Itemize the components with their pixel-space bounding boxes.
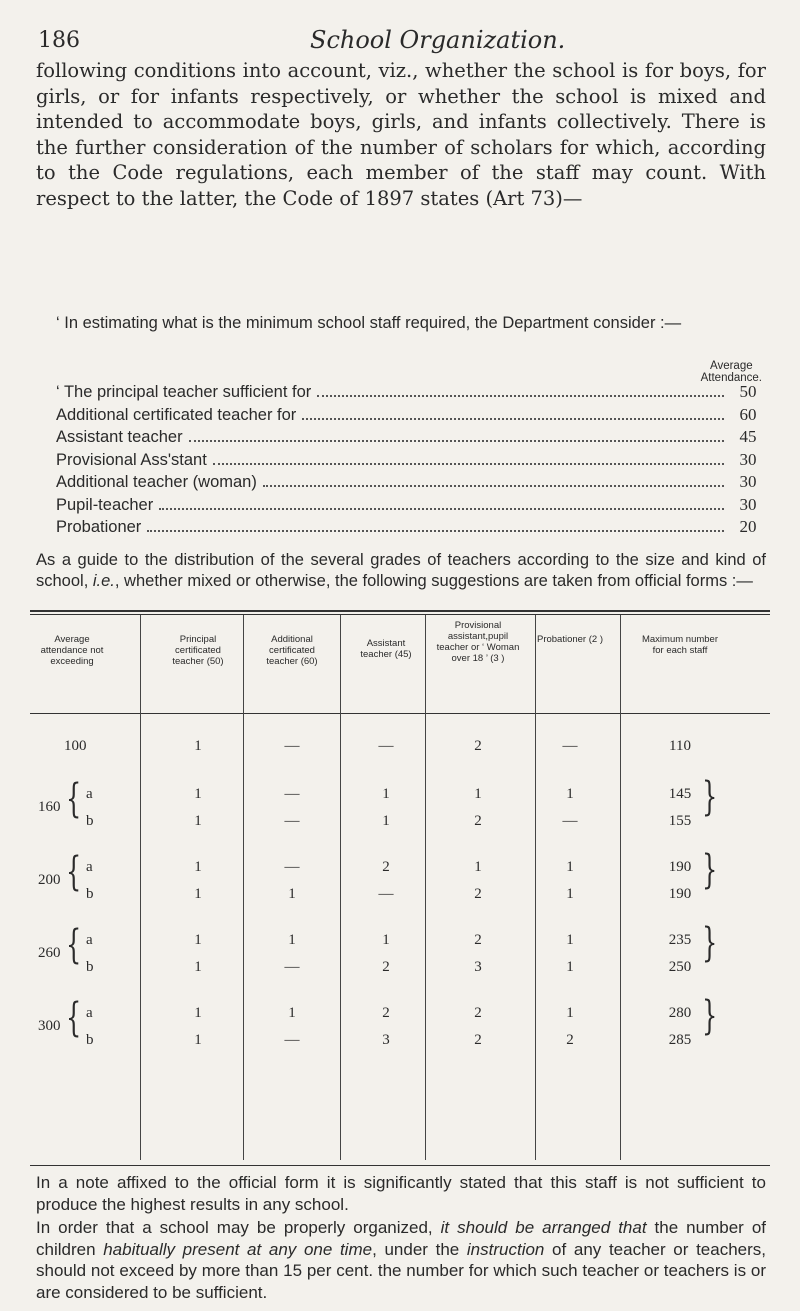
staff-label: Assistant teacher bbox=[56, 428, 183, 446]
table-bottom-rule bbox=[30, 1165, 770, 1166]
table-cell: 2 bbox=[474, 738, 482, 754]
table-header-rule bbox=[30, 713, 770, 714]
column-header: Maximum number for each staff bbox=[641, 634, 719, 656]
table-cell: 2 bbox=[474, 932, 482, 948]
table-cell: 1 bbox=[288, 932, 296, 948]
staff-row bbox=[56, 495, 766, 518]
staff-label: Additional teacher (woman) bbox=[56, 473, 257, 491]
maximum-pair-brace: } bbox=[702, 993, 718, 1039]
staff-row bbox=[56, 517, 766, 540]
running-title: School Organization. bbox=[310, 26, 566, 54]
table-cell: 1 bbox=[382, 813, 390, 829]
table-cell: 1 bbox=[194, 859, 202, 875]
column-header: Average attendance not exceeding bbox=[40, 634, 104, 667]
table-cell: 1 bbox=[194, 886, 202, 902]
table-cell: 190 bbox=[668, 859, 692, 875]
attendance-column-header bbox=[701, 360, 762, 384]
row-pair-brace: { bbox=[66, 995, 82, 1041]
org-em-1: it should be arranged that bbox=[440, 1218, 647, 1237]
column-header: Probationer (2 ) bbox=[536, 634, 603, 645]
table-cell: 1 bbox=[288, 1005, 296, 1021]
table-cell: — bbox=[284, 738, 300, 754]
column-header: Principal certificated teacher (50) bbox=[172, 634, 224, 667]
table-cell: 1 bbox=[566, 859, 574, 875]
org-text-3: , under the bbox=[372, 1239, 467, 1259]
staff-value: 30 bbox=[739, 494, 757, 514]
row-pair-brace: { bbox=[66, 922, 82, 968]
table-cell: — bbox=[562, 813, 578, 829]
attendance-value: 260 bbox=[38, 945, 61, 961]
table-cell: — bbox=[284, 959, 300, 975]
staff-row bbox=[56, 427, 766, 450]
table-cell: 110 bbox=[669, 738, 691, 754]
staff-label: ‘ The principal teacher sufficient for bbox=[56, 383, 312, 401]
staff-row bbox=[56, 405, 766, 428]
staff-value: 20 bbox=[739, 517, 757, 536]
table-cell: 2 bbox=[474, 813, 482, 829]
table-cell: — bbox=[378, 886, 394, 902]
sub-row-label: a bbox=[86, 1005, 93, 1021]
column-header: Additional certificated teacher (60) bbox=[266, 634, 318, 667]
org-em-2: habitually present at any one time bbox=[103, 1239, 373, 1259]
attendance-value: 160 bbox=[38, 799, 61, 815]
column-divider bbox=[425, 615, 426, 1160]
table-cell: 1 bbox=[194, 738, 202, 754]
org-text-4: of any teacher or teachers, should not exceed by more than 15 per cent. the number for which such teacher or teachers is or are considered to be sufficient. bbox=[36, 1239, 767, 1302]
sub-row-label: a bbox=[86, 786, 93, 802]
staff-row bbox=[56, 382, 766, 405]
table-top-rule bbox=[30, 610, 770, 612]
org-text-1: In order that a school may be properly organized, bbox=[36, 1218, 441, 1237]
table-cell: 250 bbox=[668, 959, 692, 975]
maximum-pair-brace: } bbox=[702, 847, 718, 893]
staff-distribution-table bbox=[30, 610, 770, 1165]
staff-value: 50 bbox=[739, 382, 757, 401]
table-cell: — bbox=[284, 859, 300, 875]
table-cell: 2 bbox=[566, 1032, 574, 1048]
sub-row-label: a bbox=[86, 859, 93, 875]
table-cell: 1 bbox=[194, 1005, 202, 1021]
staff-row bbox=[56, 450, 766, 473]
table-top-rule-thin bbox=[30, 614, 770, 615]
attendance-value: 100 bbox=[64, 738, 87, 754]
leader-dots bbox=[302, 418, 724, 420]
table-cell: — bbox=[378, 738, 394, 754]
table-cell: 2 bbox=[474, 1032, 482, 1048]
staff-requirements-list bbox=[56, 382, 766, 540]
table-cell: 1 bbox=[474, 786, 482, 802]
code-quote: ‘ In estimating what is the minimum school staff required, the Department consider :— bbox=[56, 314, 682, 332]
table-cell: 1 bbox=[566, 886, 574, 902]
table-cell: 3 bbox=[474, 959, 482, 975]
leader-dots bbox=[147, 530, 724, 532]
maximum-pair-brace: } bbox=[702, 920, 718, 966]
staff-row bbox=[56, 472, 766, 495]
table-cell: — bbox=[284, 813, 300, 829]
table-cell: 1 bbox=[194, 932, 202, 948]
sub-row-label: b bbox=[86, 1032, 94, 1048]
table-cell: — bbox=[284, 1032, 300, 1048]
page-number: 186 bbox=[38, 28, 80, 53]
table-cell: 2 bbox=[474, 1005, 482, 1021]
staff-label: Probationer bbox=[56, 518, 142, 536]
table-cell: 2 bbox=[382, 859, 390, 875]
staff-value: 45 bbox=[739, 427, 757, 446]
table-cell: 1 bbox=[566, 932, 574, 948]
row-pair-brace: { bbox=[66, 849, 82, 895]
table-cell: — bbox=[562, 738, 578, 754]
attendance-value: 200 bbox=[38, 872, 61, 888]
table-cell: 1 bbox=[194, 813, 202, 829]
table-cell: 3 bbox=[382, 1032, 390, 1048]
guide-text-1: As a guide to the distribution of the several grades of teachers according to the size and kind of school, bbox=[36, 551, 766, 590]
leader-dots bbox=[159, 508, 724, 510]
column-header: Assistant teacher (45) bbox=[360, 638, 412, 660]
table-cell: 1 bbox=[566, 959, 574, 975]
table-cell: 1 bbox=[194, 786, 202, 802]
intro-paragraph: following conditions into account, viz., whether the school is for boys, for girls, or for infants respectively, or whether the school is mixed and intended to accommodate boys, girls, and infants collectively. There is the further consideration of the number of scholars for which, according to the Code regulations, each member of the staff may count. With respect to the latter, the Code of 1897 states (Art 73)— bbox=[36, 59, 766, 210]
leader-dots bbox=[263, 485, 724, 487]
staff-value: 30 bbox=[739, 472, 757, 491]
table-cell: 1 bbox=[566, 1005, 574, 1021]
staff-label: Provisional Ass'stant bbox=[56, 450, 207, 469]
table-cell: 2 bbox=[474, 886, 482, 902]
table-cell: 155 bbox=[668, 813, 692, 829]
leader-dots bbox=[213, 463, 724, 465]
staff-label: Additional certificated teacher for bbox=[56, 405, 297, 424]
org-text-2: the number of children bbox=[36, 1218, 766, 1259]
sub-row-label: b bbox=[86, 813, 94, 829]
leader-dots bbox=[317, 395, 724, 397]
table-cell: — bbox=[284, 786, 300, 802]
guide-text-2: , whether mixed or otherwise, the following suggestions are taken from official forms :— bbox=[114, 572, 753, 590]
attendance-value: 300 bbox=[38, 1018, 61, 1034]
table-cell: 285 bbox=[668, 1032, 692, 1048]
table-cell: 190 bbox=[668, 886, 692, 902]
table-cell: 235 bbox=[668, 932, 692, 948]
table-cell: 1 bbox=[194, 1032, 202, 1048]
organization-paragraph bbox=[36, 1217, 766, 1303]
column-divider bbox=[535, 615, 536, 1160]
sub-row-label: b bbox=[86, 886, 94, 902]
table-cell: 2 bbox=[382, 1005, 390, 1021]
note-paragraph: In a note affixed to the official form it is significantly stated that this staff is not sufficient to produce the highest results in any school. bbox=[36, 1173, 766, 1214]
table-cell: 145 bbox=[668, 786, 692, 802]
table-cell: 1 bbox=[194, 959, 202, 975]
staff-value: 30 bbox=[739, 449, 757, 469]
table-cell: 2 bbox=[382, 959, 390, 975]
leader-dots bbox=[189, 440, 724, 442]
table-cell: 1 bbox=[288, 886, 296, 902]
guide-paragraph bbox=[36, 550, 766, 592]
column-divider bbox=[243, 615, 244, 1160]
table-cell: 280 bbox=[668, 1005, 692, 1021]
attendance-header-line1: Average bbox=[709, 360, 753, 372]
sub-row-label: b bbox=[86, 959, 94, 975]
table-cell: 1 bbox=[474, 859, 482, 875]
column-divider bbox=[140, 615, 141, 1160]
maximum-pair-brace: } bbox=[702, 774, 718, 820]
sub-row-label: a bbox=[86, 932, 93, 948]
staff-value: 60 bbox=[739, 404, 757, 424]
table-cell: 1 bbox=[382, 786, 390, 802]
row-pair-brace: { bbox=[66, 776, 82, 822]
column-header: Provisional assistant,pupil teacher or ‘ Woman over 18 ’ (3 ) bbox=[436, 620, 520, 664]
column-divider bbox=[620, 615, 621, 1160]
staff-label: Pupil-teacher bbox=[56, 495, 154, 514]
attendance-header-line2: Attendance. bbox=[700, 372, 762, 384]
column-divider bbox=[340, 615, 341, 1160]
org-em-3: instruction bbox=[466, 1239, 545, 1259]
table-cell: 1 bbox=[382, 932, 390, 948]
guide-ie: i.e. bbox=[92, 572, 115, 590]
table-cell: 1 bbox=[566, 786, 574, 802]
